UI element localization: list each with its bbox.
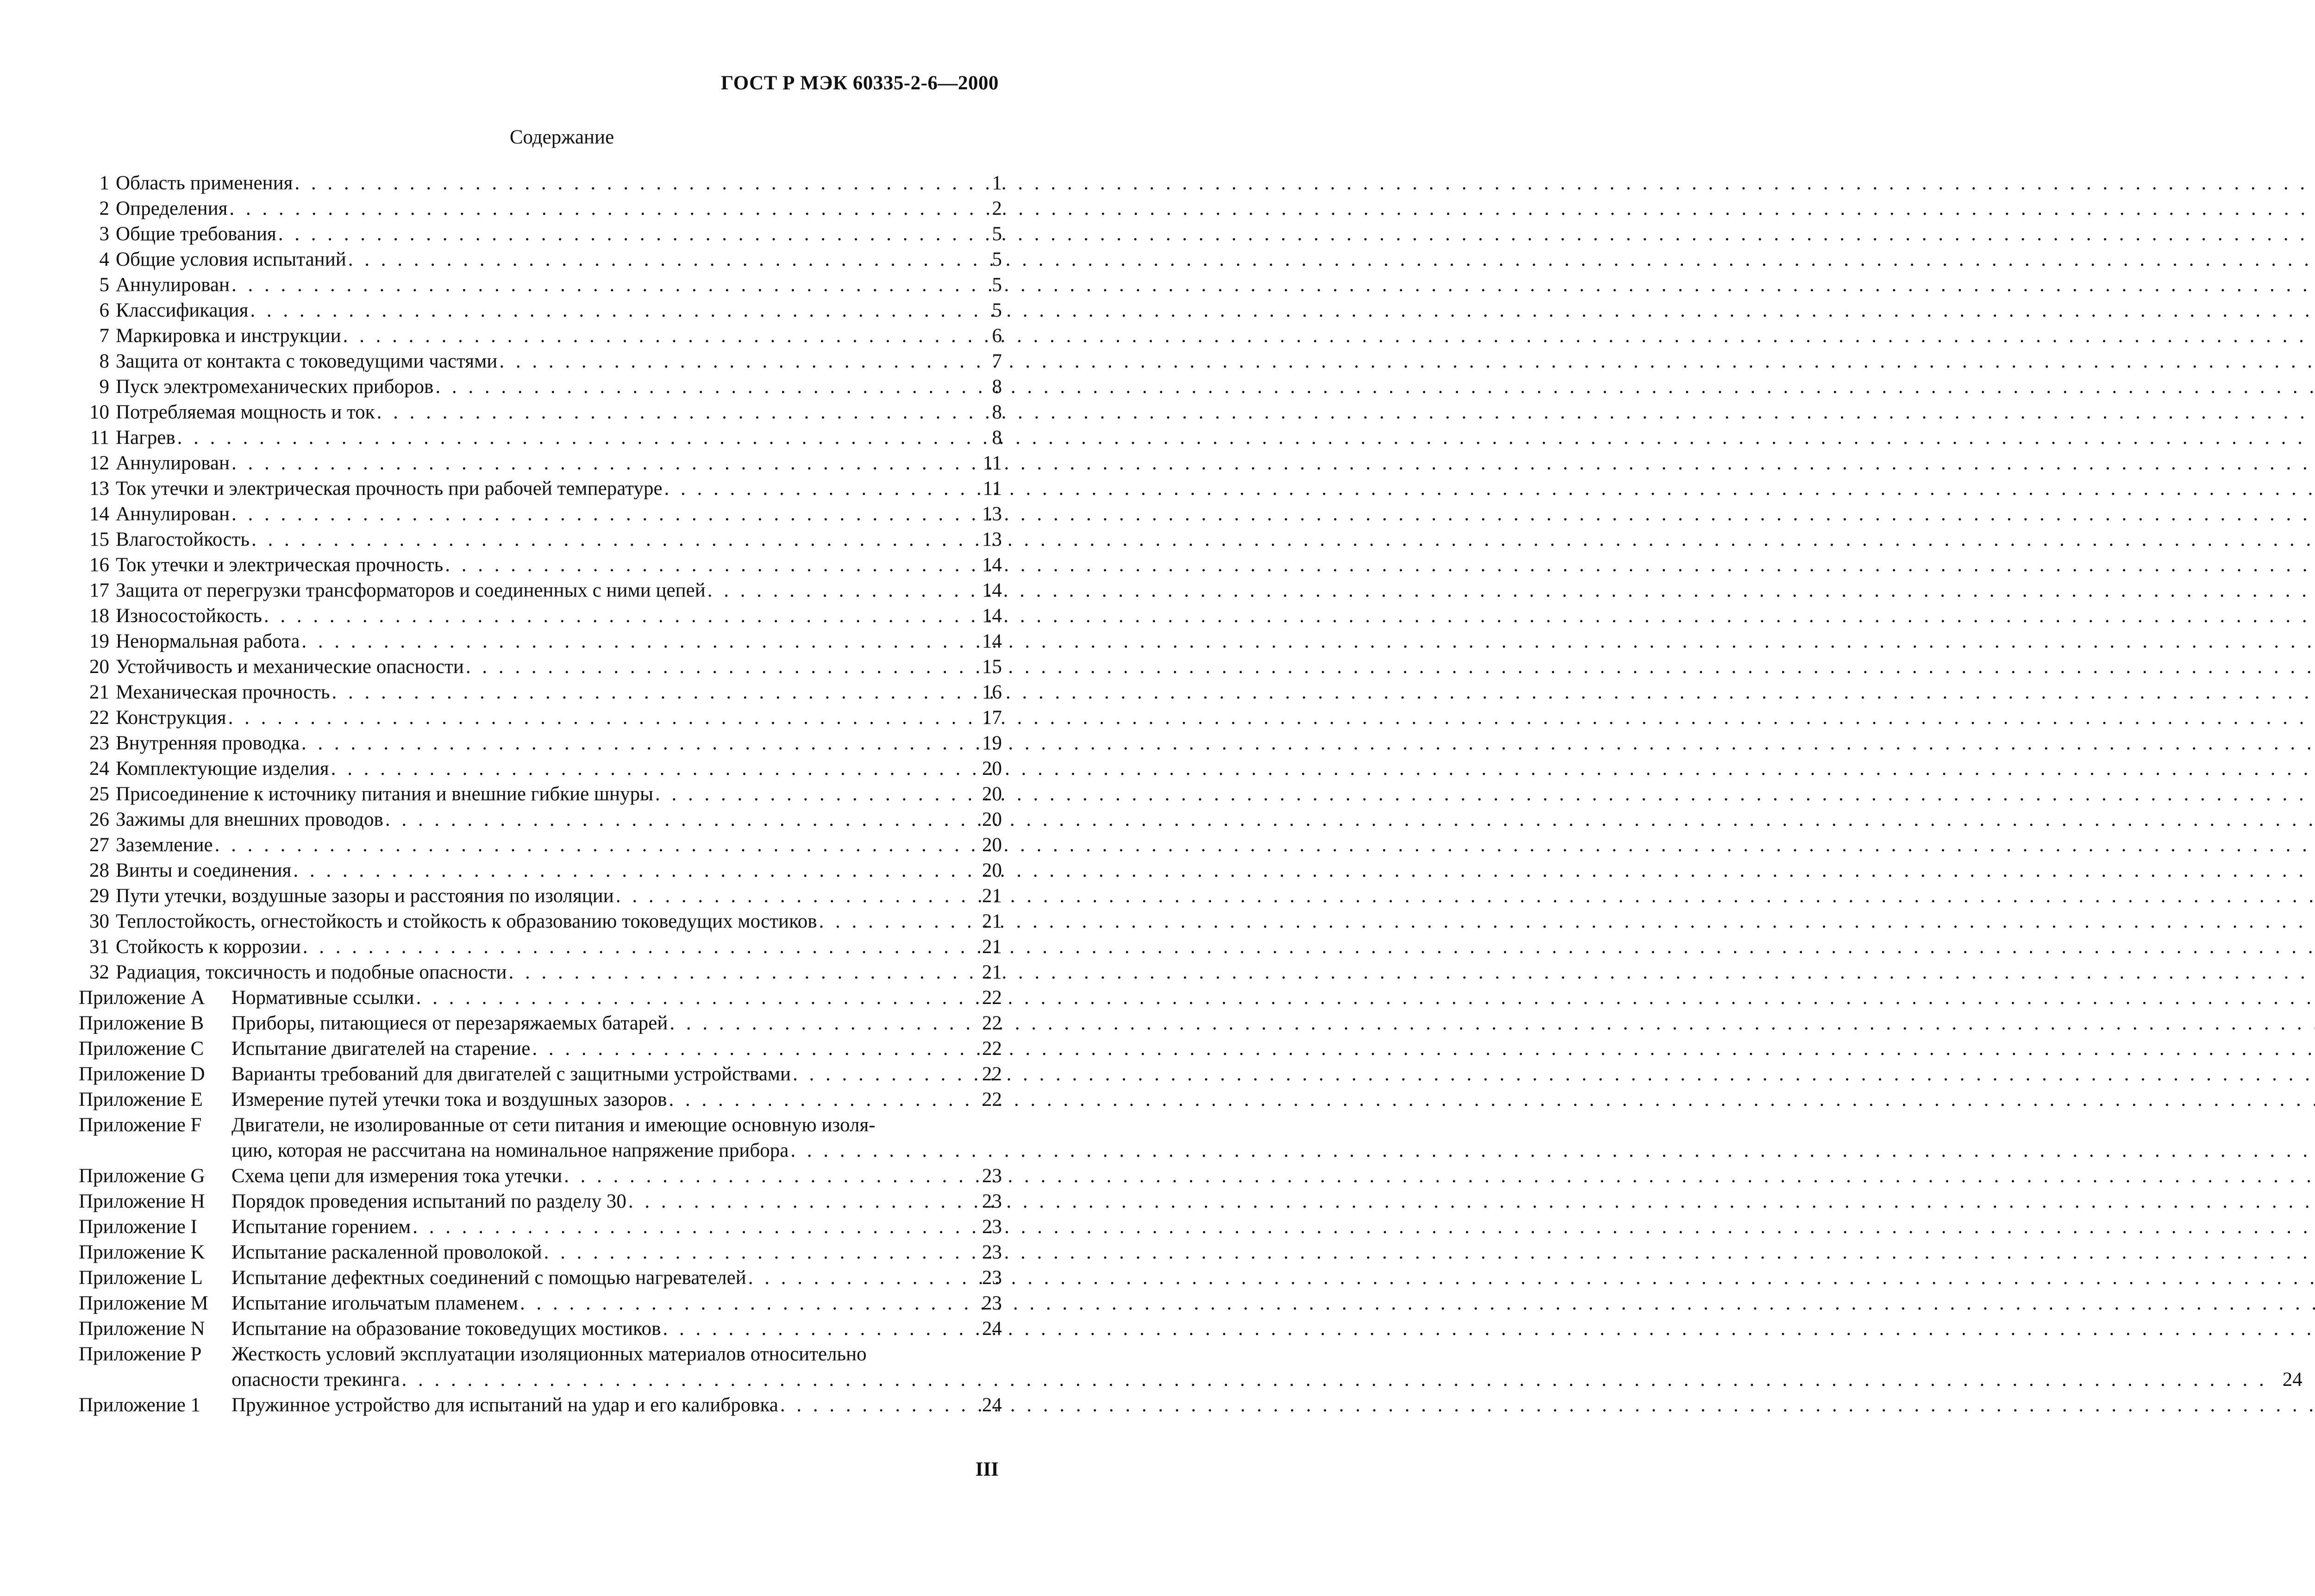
annex-title: Нормативные ссылки [232,987,414,1009]
section-title: Пуск электромеханических приборов [116,376,434,398]
dot-leader [375,399,967,425]
section-number: 7 [99,325,109,347]
annex-page-number: 22 [982,1089,1002,1110]
section-page-number: 14 [982,554,1002,576]
dot-leader [614,883,967,909]
section-title: Стойкость к коррозии [116,936,301,958]
section-number: 8 [99,350,109,372]
section-title: Аннулирован [116,274,230,296]
section-page-number: 21 [982,936,1002,958]
toc-annex-entry[interactable] [79,1189,1002,1214]
dot-leader [227,196,967,221]
annex-label: Приложение L [79,1267,203,1289]
annex-title: Двигатели, не изолированные от сети питания и имеющие основную изоля- [232,1114,876,1136]
annex-label: Приложение M [79,1292,208,1314]
section-page-number: 13 [982,503,1002,525]
annex-title: Испытание дефектных соединений с помощью нагревателей [232,1267,746,1289]
toc-annex-entry[interactable] [79,1341,1002,1367]
annex-label: Приложение D [79,1063,205,1085]
dot-leader [791,1061,967,1087]
section-title: Винты и соединения [116,860,292,881]
annex-title: Порядок проведения испытаний по разделу 30 [232,1191,626,1212]
section-title: Зажимы для внешних проводов [116,809,383,830]
section-title: Износостойкость [116,605,262,627]
section-number: 21 [89,681,109,703]
section-number: 26 [89,809,109,830]
dot-leader [175,425,967,450]
toc-entry[interactable] [79,196,1002,221]
dot-leader [746,1265,967,1291]
section-page-number: 20 [982,783,1002,805]
section-number: 13 [89,478,109,499]
toc-entry[interactable] [79,832,1002,858]
section-number: 2 [99,198,109,219]
section-number: 5 [99,274,109,296]
section-number: 3 [99,223,109,245]
dot-leader [293,170,967,196]
toc-annex-entry[interactable] [79,1010,1002,1036]
dot-leader [443,552,967,578]
section-number: 20 [89,656,109,678]
section-number: 28 [89,860,109,881]
dot-leader [329,756,967,781]
section-number: 6 [99,299,109,321]
toc-annex-entry[interactable] [79,1265,1002,1291]
section-number: 23 [89,732,109,754]
dot-leader [788,1138,2315,1163]
annex-page-number: 23 [982,1165,1002,1187]
dot-leader [817,909,967,934]
section-page-number: 14 [982,630,1002,652]
dot-leader [668,1010,967,1036]
section-title: Ненормальная работа [116,630,300,652]
toc-title: Содержание [509,126,614,148]
dot-leader [230,450,967,476]
section-number: 18 [89,605,109,627]
toc-entry[interactable] [79,654,1002,680]
toc-entry[interactable] [79,170,1002,196]
section-title: Устойчивость и механические опасности [116,656,464,678]
section-page-number: 8 [992,376,1002,398]
toc-entry[interactable] [79,450,1002,476]
annex-title: Испытание горением [232,1216,411,1238]
annex-label: Приложение P [79,1343,202,1365]
annex-title: Испытание игольчатым пламенем [232,1292,519,1314]
dot-leader [562,1163,967,1189]
toc-annex-entry[interactable] [79,1036,1002,1061]
section-page-number: 8 [992,427,1002,449]
dot-leader [250,527,967,552]
section-page-number: 20 [982,860,1002,881]
toc-entry[interactable] [79,221,1002,247]
annex-title-continued: цию, которая не рассчитана на номинальное напряжение прибора [232,1140,789,1161]
dot-leader [661,1316,967,1341]
section-title: Радиация, токсичность и подобные опасности [116,961,507,983]
section-page-number: 5 [992,249,1002,270]
toc-annex-entry-continued[interactable] [79,1138,1002,1163]
section-title: Защита от контакта с токоведущими частями [116,350,498,372]
dot-leader [226,705,967,730]
document-code-header: ГОСТ Р МЭК 60335-2-6—2000 [720,72,999,94]
section-title: Присоединение к источнику питания и внешние гибкие шнуры [116,783,653,805]
section-page-number: 11 [982,478,1002,499]
annex-title: Приборы, питающиеся от перезаряжаемых батарей [232,1012,668,1034]
toc-entry[interactable] [79,374,1002,399]
toc-annex-entry[interactable] [79,1291,1002,1316]
annex-label: Приложение A [79,987,205,1009]
dot-leader [411,1214,967,1240]
section-page-number: 14 [982,580,1002,601]
dot-leader [400,1367,2267,1392]
toc-entry[interactable] [79,705,1002,730]
section-number: 31 [89,936,109,958]
annex-page-number: 22 [982,1038,1002,1060]
dot-leader [291,858,967,883]
dot-leader [301,934,967,960]
section-title: Общие требования [116,223,276,245]
section-title: Нагрев [116,427,175,449]
section-number: 32 [89,961,109,983]
section-number: 29 [89,885,109,907]
section-title: Защита от перегрузки трансформаторов и соединенных с ними цепей [116,580,706,601]
dot-leader [300,629,967,654]
toc-entry[interactable] [79,272,1002,298]
section-title: Механическая прочность [116,681,330,703]
dot-leader [667,1087,967,1112]
section-number: 10 [89,401,109,423]
toc-entry[interactable] [79,527,1002,552]
dot-leader [262,603,967,629]
table-of-contents [79,170,2302,1418]
section-number: 19 [89,630,109,652]
section-title: Область применения [116,172,293,194]
section-page-number: 21 [982,910,1002,932]
toc-entry[interactable] [79,399,1002,425]
section-number: 30 [89,910,109,932]
annex-label: Приложение I [79,1216,197,1238]
toc-entry[interactable] [79,730,1002,756]
annex-title: Испытание раскаленной проволокой [232,1241,542,1263]
annex-label: Приложение C [79,1038,204,1060]
dot-leader [276,221,967,247]
toc-entry[interactable] [79,781,1002,807]
toc-annex-entry[interactable] [79,1112,1002,1138]
section-title: Определения [116,198,228,219]
annex-label: Приложение G [79,1165,205,1187]
annex-title: Испытание двигателей на старение [232,1038,531,1060]
section-page-number: 8 [992,401,1002,423]
toc-entry[interactable] [79,858,1002,883]
section-page-number: 15 [982,656,1002,678]
section-number: 27 [89,834,109,856]
dot-leader [341,323,967,349]
dot-leader [248,298,967,323]
section-number: 9 [99,376,109,398]
dot-leader [433,374,967,399]
section-title: Аннулирован [116,503,230,525]
annex-label: Приложение N [79,1318,205,1340]
section-page-number: 5 [992,274,1002,296]
dot-leader [414,985,967,1010]
section-page-number: 19 [982,732,1002,754]
annex-page-number: 24 [982,1394,1002,1416]
toc-entry[interactable] [79,934,1002,960]
annex-title: Пружинное устройство для испытаний на удар и его калибровка [232,1394,778,1416]
section-title: Конструкция [116,707,226,729]
section-number: 25 [89,783,109,805]
section-number: 24 [89,758,109,779]
annex-page-number: 23 [982,1292,1002,1314]
toc-entry[interactable] [79,323,1002,349]
toc-entry[interactable] [79,883,1002,909]
section-number: 17 [89,580,109,601]
annex-title: Варианты требований для двигателей с защитными устройствами [232,1063,791,1085]
dot-leader [213,832,967,858]
section-page-number: 5 [992,299,1002,321]
section-number: 4 [99,249,109,270]
toc-entry[interactable] [79,629,1002,654]
toc-entry[interactable] [79,756,1002,781]
annex-title: Схема цепи для измерения тока утечки [232,1165,563,1187]
annex-label: Приложение H [79,1191,205,1212]
section-page-number: 20 [982,758,1002,779]
annex-label: Приложение F [79,1114,202,1136]
section-title: Потребляемая мощность и ток [116,401,375,423]
section-number: 14 [89,503,109,525]
toc-entry[interactable] [79,960,1002,985]
dot-leader [653,781,967,807]
toc-annex-entry[interactable] [79,1214,1002,1240]
toc-entry[interactable] [79,247,1002,272]
toc-entry[interactable] [79,578,1002,603]
dot-leader [300,730,967,756]
annex-page-number: 22 [982,1012,1002,1034]
annex-page-number: 23 [982,1241,1002,1263]
section-title: Внутренняя проводка [116,732,300,754]
section-page-number: 20 [982,834,1002,856]
section-number: 1 [99,172,109,194]
toc-annex-entry-continued[interactable] [79,1367,2302,1392]
annex-title: Испытание на образование токоведущих мостиков [232,1318,661,1340]
dot-leader [230,272,967,298]
toc-annex-entry[interactable] [79,985,1002,1010]
section-page-number: 17 [982,707,1002,729]
section-page-number: 21 [982,961,1002,983]
annex-page-number: 23 [982,1216,1002,1238]
section-title: Пути утечки, воздушные зазоры и расстояния по изоляции [116,885,614,907]
section-page-number: 5 [992,223,1002,245]
dot-leader [778,1392,967,1418]
dot-leader [230,501,967,527]
annex-label: Приложение E [79,1089,203,1110]
annex-label: Приложение B [79,1012,204,1034]
toc-entry[interactable] [79,501,1002,527]
section-number: 15 [89,529,109,550]
toc-entry[interactable] [79,680,1002,705]
dot-leader [542,1240,967,1265]
dot-leader [706,578,967,603]
section-page-number: 14 [982,605,1002,627]
section-title: Комплектующие изделия [116,758,329,779]
section-number: 16 [89,554,109,576]
annex-title-continued: опасности трекинга [232,1369,400,1390]
annex-page-number: 22 [982,1063,1002,1085]
section-page-number: 7 [992,350,1002,372]
section-page-number: 16 [982,681,1002,703]
toc-entry[interactable] [79,552,1002,578]
toc-entry[interactable] [79,476,1002,501]
section-title: Заземление [116,834,213,856]
toc-entry[interactable] [79,603,1002,629]
section-number: 11 [90,427,109,449]
toc-entry[interactable] [79,298,1002,323]
annex-page-number: 24 [2282,1369,2302,1390]
dot-leader [663,476,967,501]
section-title: Общие условия испытаний [116,249,346,270]
toc-annex-entry[interactable] [79,1240,1002,1265]
section-page-number: 11 [982,452,1002,474]
dot-leader [530,1036,967,1061]
section-page-number: 1 [992,172,1002,194]
dot-leader [507,960,967,985]
annex-title: Измерение путей утечки тока и воздушных зазоров [232,1089,667,1110]
toc-annex-entry[interactable] [79,1316,1002,1341]
dot-leader [330,680,967,705]
section-title: Классификация [116,299,249,321]
toc-annex-entry[interactable] [79,1061,1002,1087]
section-page-number: 2 [992,198,1002,219]
annex-title: Жесткость условий эксплуатации изоляционных материалов относительно [232,1343,867,1365]
annex-label: Приложение 1 [79,1394,201,1416]
section-number: 12 [89,452,109,474]
toc-annex-entry[interactable] [79,1087,1002,1112]
annex-label: Приложение K [79,1241,205,1263]
dot-leader [346,247,967,272]
section-title: Аннулирован [116,452,230,474]
section-page-number: 6 [992,325,1002,347]
section-title: Ток утечки и электрическая прочность [116,554,444,576]
toc-entry[interactable] [79,807,1002,832]
section-number: 22 [89,707,109,729]
dot-leader [518,1291,967,1316]
section-page-number: 13 [982,529,1002,550]
section-title: Влагостойкость [116,529,250,550]
toc-annex-entry[interactable] [79,1163,1002,1189]
section-title: Маркировка и инструкции [116,325,341,347]
page-number: III [975,1459,999,1480]
dot-leader [464,654,967,680]
annex-page-number: 22 [982,987,1002,1009]
toc-entry[interactable] [79,909,1002,934]
annex-page-number: 23 [982,1191,1002,1212]
toc-entry[interactable] [79,349,1002,374]
section-page-number: 21 [982,885,1002,907]
toc-annex-entry[interactable] [79,1392,1002,1418]
section-title: Теплостойкость, огнестойкость и стойкость к образованию токоведущих мостиков [116,910,817,932]
dot-leader [626,1189,967,1214]
section-title: Ток утечки и электрическая прочность при рабочей температуре [116,478,663,499]
annex-page-number: 23 [982,1267,1002,1289]
toc-entry[interactable] [79,425,1002,450]
section-page-number: 20 [982,809,1002,830]
dot-leader [497,349,967,374]
dot-leader [383,807,967,832]
annex-page-number: 24 [982,1318,1002,1340]
